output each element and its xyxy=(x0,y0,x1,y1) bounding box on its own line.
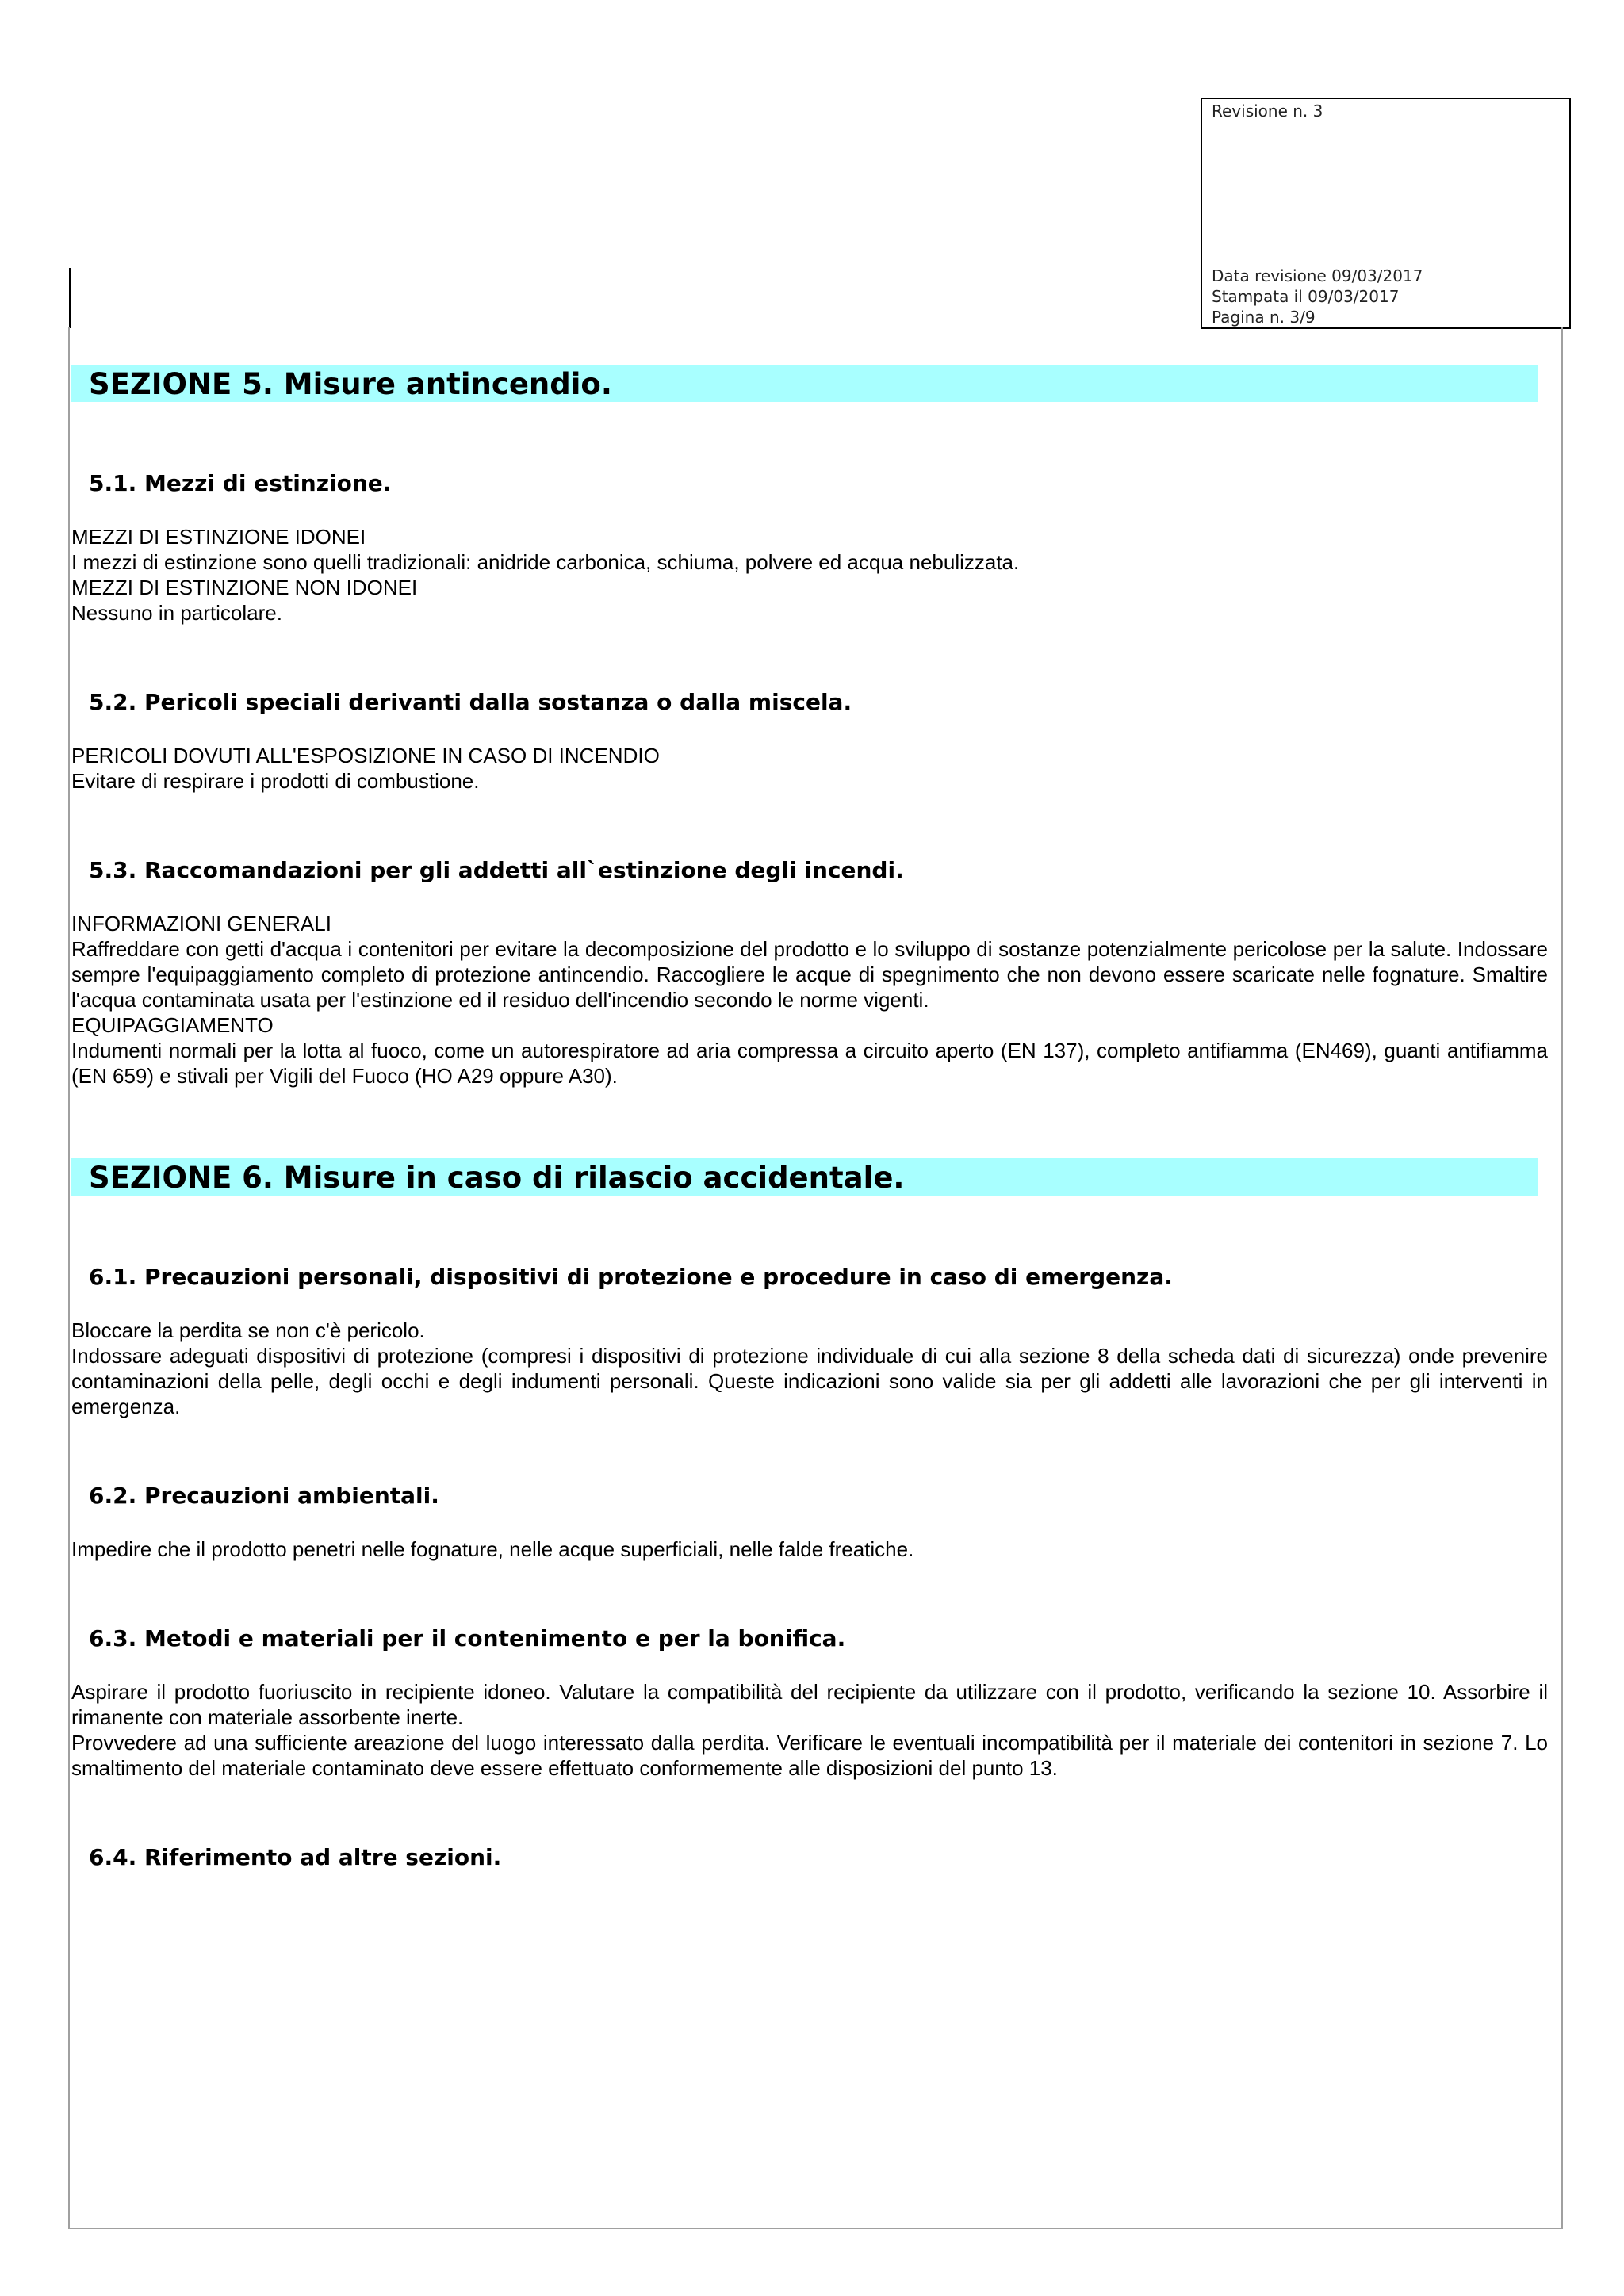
revision-dates xyxy=(1212,266,1423,327)
subsection-6-2-title: 6.2. Precauzioni ambientali. xyxy=(89,1483,439,1509)
text-line: Nessuno in particolare. xyxy=(71,601,282,625)
text-line: MEZZI DI ESTINZIONE IDONEI xyxy=(71,525,366,549)
text-line: MEZZI DI ESTINZIONE NON IDONEI xyxy=(71,576,418,599)
text-line: INFORMAZIONI GENERALI xyxy=(71,912,331,936)
subsection-5-3-title: 5.3. Raccomandazioni per gli addetti all`estinzione degli incendi. xyxy=(89,857,904,883)
subsection-6-4-title: 6.4. Riferimento ad altre sezioni. xyxy=(89,1844,502,1870)
text-line: I mezzi di estinzione sono quelli tradizionali: anidride carbonica, schiuma, polvere ed acqua nebulizzata. xyxy=(71,550,1020,574)
print-date: Stampata il 09/03/2017 xyxy=(1212,287,1400,306)
subsection-5-2-title: 5.2. Pericoli speciali derivanti dalla sostanza o dalla miscela. xyxy=(89,689,852,715)
text-paragraph: Provvedere ad una sufficiente areazione del luogo interessato dalla perdita. Verificare le eventuali incompatibilità per il materiale dei contenitori in sezione 7. Lo smaltimento del materiale contaminato deve essere effettuato conformemente alle disposizioni del punto 13. xyxy=(71,1731,1548,1780)
text-paragraph: Indumenti normali per la lotta al fuoco, come un autorespiratore ad aria compressa a circuito aperto (EN 137), completo antifiamma (EN469), guanti antifiamma (EN 659) e stivali per Vigili del Fuoco (HO A29 oppure A30). xyxy=(71,1039,1548,1088)
text-line: Bloccare la perdita se non c'è pericolo. xyxy=(71,1318,425,1342)
section-6-title: SEZIONE 6. Misure in caso di rilascio accidentale. xyxy=(71,1158,1538,1196)
subsection-5-1-title: 5.1. Mezzi di estinzione. xyxy=(89,470,392,496)
text-line: Evitare di respirare i prodotti di combustione. xyxy=(71,769,480,793)
left-margin-mark xyxy=(69,268,71,328)
revision-number: Revisione n. 3 xyxy=(1212,101,1323,121)
text-line: PERICOLI DOVUTI ALL'ESPOSIZIONE IN CASO DI INCENDIO xyxy=(71,744,660,767)
text-line: EQUIPAGGIAMENTO xyxy=(71,1013,274,1037)
subsection-6-2-body xyxy=(71,1536,1548,1562)
text-paragraph: Aspirare il prodotto fuoriuscito in recipiente idoneo. Valutare la compatibilità del recipiente da utilizzare con il prodotto, verificando la sezione 10. Assorbire il rimanente con materiale assorbente inerte. xyxy=(71,1680,1548,1729)
subsection-5-3-body xyxy=(71,911,1548,1089)
text-line: Impedire che il prodotto penetri nelle fognature, nelle acque superficiali, nelle falde freatiche. xyxy=(71,1537,914,1561)
subsection-6-1-body xyxy=(71,1318,1548,1419)
text-paragraph: Indossare adeguati dispositivi di protezione (compresi i dispositivi di protezione individuale di cui alla sezione 8 della scheda dati di sicurezza) onde prevenire contaminazioni della pelle, degli occhi e degli indumenti personali. Queste indicazioni sono valide sia per gli addetti alle lavorazioni che per gli interventi in emergenza. xyxy=(71,1344,1548,1418)
revision-date: Data revisione 09/03/2017 xyxy=(1212,266,1423,285)
document-content xyxy=(71,365,1556,1871)
subsection-5-1-body xyxy=(71,524,1548,626)
page-number: Pagina n. 3/9 xyxy=(1212,308,1316,327)
subsection-6-1-title: 6.1. Precauzioni personali, dispositivi di protezione e procedure in caso di emergenza. xyxy=(89,1264,1173,1290)
revision-info-box xyxy=(1201,98,1571,329)
section-5-title: SEZIONE 5. Misure antincendio. xyxy=(71,365,1538,402)
subsection-6-3-body xyxy=(71,1679,1548,1781)
subsection-5-2-body xyxy=(71,743,1548,794)
subsection-6-3-title: 6.3. Metodi e materiali per il contenimento e per la bonifica. xyxy=(89,1625,846,1651)
text-paragraph: Raffreddare con getti d'acqua i contenitori per evitare la decomposizione del prodotto e lo sviluppo di sostanze potenzialmente pericolose per la salute. Indossare sempre l'equipaggiamento completo di protezione antincendio. Raccogliere le acque di spegnimento che non devono essere scaricate nelle fognature. Smaltire l'acqua contaminata usata per l'estinzione ed il residuo dell'incendio secondo le norme vigenti. xyxy=(71,937,1548,1012)
